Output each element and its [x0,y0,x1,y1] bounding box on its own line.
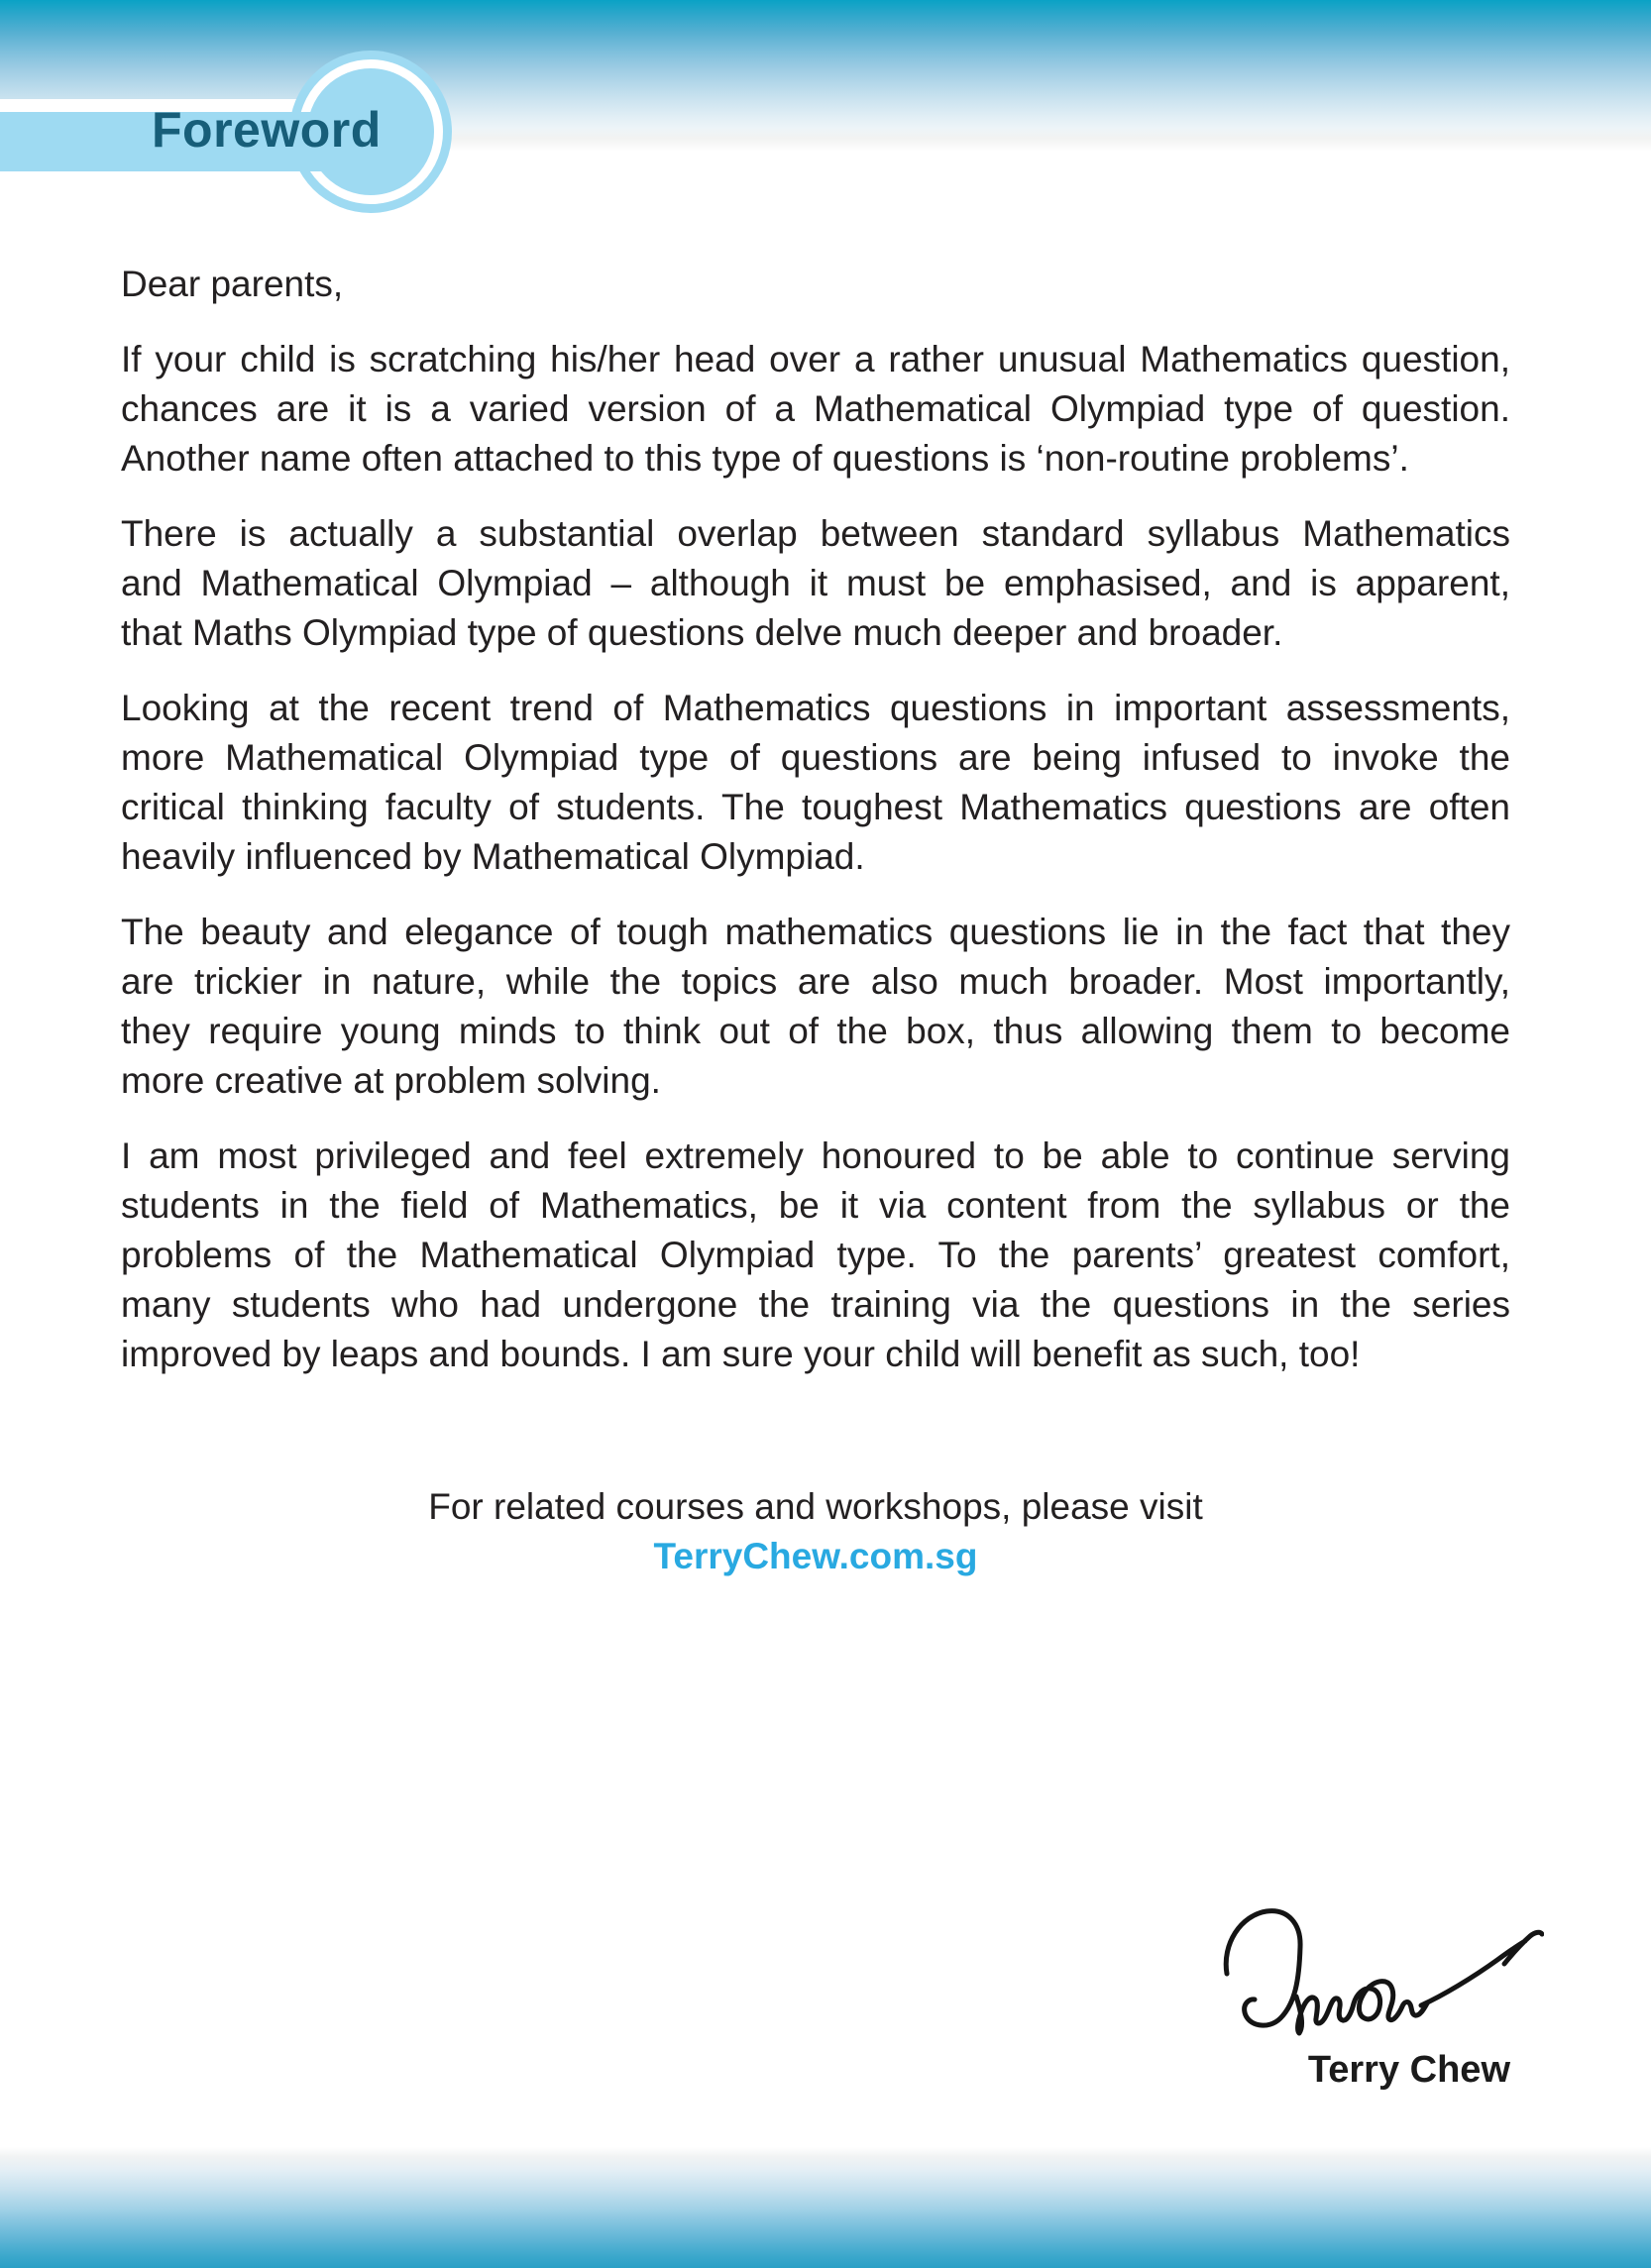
paragraph-line: many students who had undergone the training via the questions in the series [121,1284,1510,1325]
paragraph-line: The beauty and elegance of tough mathematics questions lie in the fact that they [121,912,1510,952]
paragraph-line: they require young minds to think out of the box, thus allowing them to become [121,1011,1510,1051]
foreword-paragraph [121,908,1510,1106]
paragraph-line: more Mathematical Olympiad type of questions are being infused to invoke the [121,737,1510,778]
foreword-paragraph [121,1132,1510,1379]
cta-block [121,1482,1510,1581]
foreword-paragraph [121,335,1510,484]
paragraph-line: Looking at the recent trend of Mathematics questions in important assessments, [121,688,1510,728]
paragraph-line: students in the field of Mathematics, be it via content from the syllabus or the [121,1185,1510,1226]
paragraph-line: and Mathematical Olympiad – although it must be emphasised, and is apparent, [121,563,1510,603]
foreword-paragraph [121,509,1510,658]
paragraph-line: critical thinking faculty of students. The toughest Mathematics questions are often [121,787,1510,827]
paragraph-line: that Maths Olympiad type of questions delve much deeper and broader. [121,612,1283,653]
foreword-paragraph [121,684,1510,882]
paragraph-line: Another name often attached to this type of questions is ‘non-routine problems’. [121,438,1409,479]
salutation: Dear parents, [121,264,344,304]
website-link[interactable]: TerryChew.com.sg [653,1536,978,1576]
paragraph-line: heavily influenced by Mathematical Olympiad. [121,836,865,877]
paragraph-line: more creative at problem solving. [121,1060,661,1101]
page-title: Foreword [152,102,382,158]
paragraph-line: problems of the Mathematical Olympiad type. To the parents’ greatest comfort, [121,1235,1510,1275]
paragraph-line: chances are it is a varied version of a Mathematical Olympiad type of question. [121,388,1510,429]
paragraph-line: I am most privileged and feel extremely honoured to be able to continue serving [121,1135,1510,1176]
footer-gradient-band [0,2147,1651,2268]
terry-chew-signature [1217,1900,1544,2044]
paragraph-line: improved by leaps and bounds. I am sure your child will benefit as such, too! [121,1334,1361,1374]
paragraph-line: are trickier in nature, while the topics are also much broader. Most importantly, [121,961,1510,1002]
paragraph-line: If your child is scratching his/her head over a rather unusual Mathematics question, [121,339,1510,379]
letter-paragraphs [121,335,1510,1379]
signatory-name: Terry Chew [1307,2049,1510,2091]
cta-text: For related courses and workshops, please visit [428,1486,1203,1527]
letter-body [121,260,1510,1581]
paragraph-line: There is actually a substantial overlap between standard syllabus Mathematics [121,513,1510,554]
